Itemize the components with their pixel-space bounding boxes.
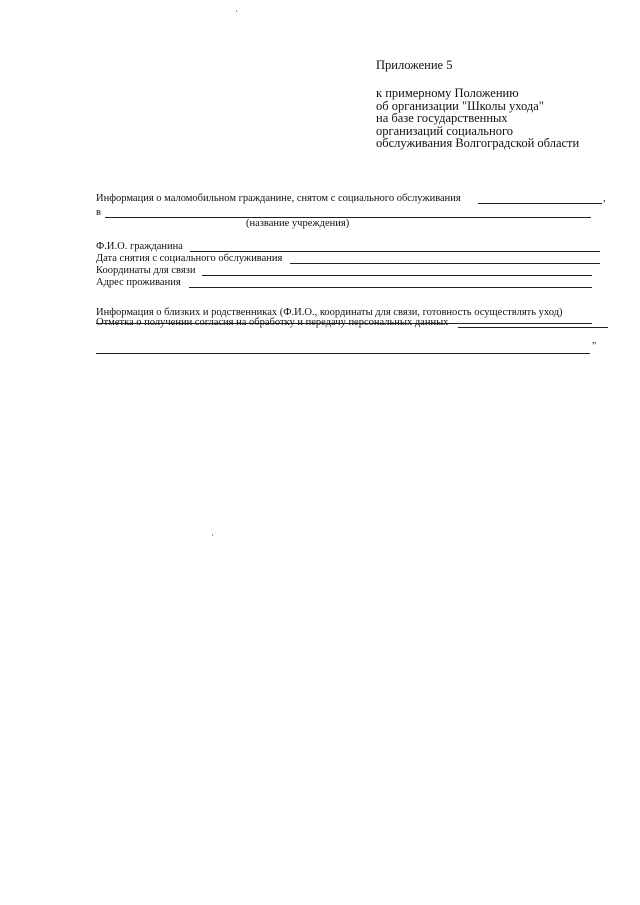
info-row [96, 193, 616, 205]
consent-continuation-field[interactable] [96, 353, 590, 354]
date-blank-field[interactable] [290, 263, 600, 264]
in-label: в [96, 207, 101, 218]
info-label: Информация о маломобильном гражданине, снятом с социального обслуживания [96, 193, 461, 204]
info-blank-field[interactable] [478, 203, 602, 204]
fio-blank-field[interactable] [190, 251, 600, 252]
date-row [96, 253, 616, 265]
appendix-line: к примерному Положению [376, 86, 519, 100]
institution-row [96, 207, 616, 219]
contacts-row [96, 265, 616, 277]
appendix-header [376, 58, 616, 150]
appendix-title: Приложение 5 [376, 58, 453, 72]
appendix-line: обслуживания Волгоградской области [376, 136, 580, 150]
fio-row [96, 241, 616, 253]
fio-label: Ф.И.О. гражданина [96, 241, 183, 252]
appendix-line: на базе государственных [376, 111, 508, 125]
consent-row [96, 317, 616, 329]
appendix-line: организаций социального [376, 123, 514, 138]
scan-speck [212, 534, 213, 536]
address-row [96, 277, 616, 289]
relatives-label: Информация о близких и родственниках (Ф.И.О., координаты для связи, готовность осуществлять уход) [96, 307, 563, 318]
comma-mark: , [603, 193, 606, 204]
date-label: Дата снятия с социального обслуживания [96, 253, 283, 264]
appendix-line: об организации "Школы ухода" [376, 98, 544, 113]
consent-label: Отметка о получении согласия на обработку и передачу персональных данных [96, 317, 449, 328]
closing-quote-mark: " [592, 341, 597, 352]
info-form [96, 193, 616, 352]
address-blank-field[interactable] [189, 287, 592, 288]
contacts-blank-field[interactable] [202, 275, 592, 276]
consent-blank-field[interactable] [458, 327, 608, 328]
institution-caption: (название учреждения) [246, 218, 350, 229]
contacts-label: Координаты для связи [96, 265, 196, 276]
address-label: Адрес проживания [96, 277, 181, 288]
scan-speck [236, 10, 237, 12]
